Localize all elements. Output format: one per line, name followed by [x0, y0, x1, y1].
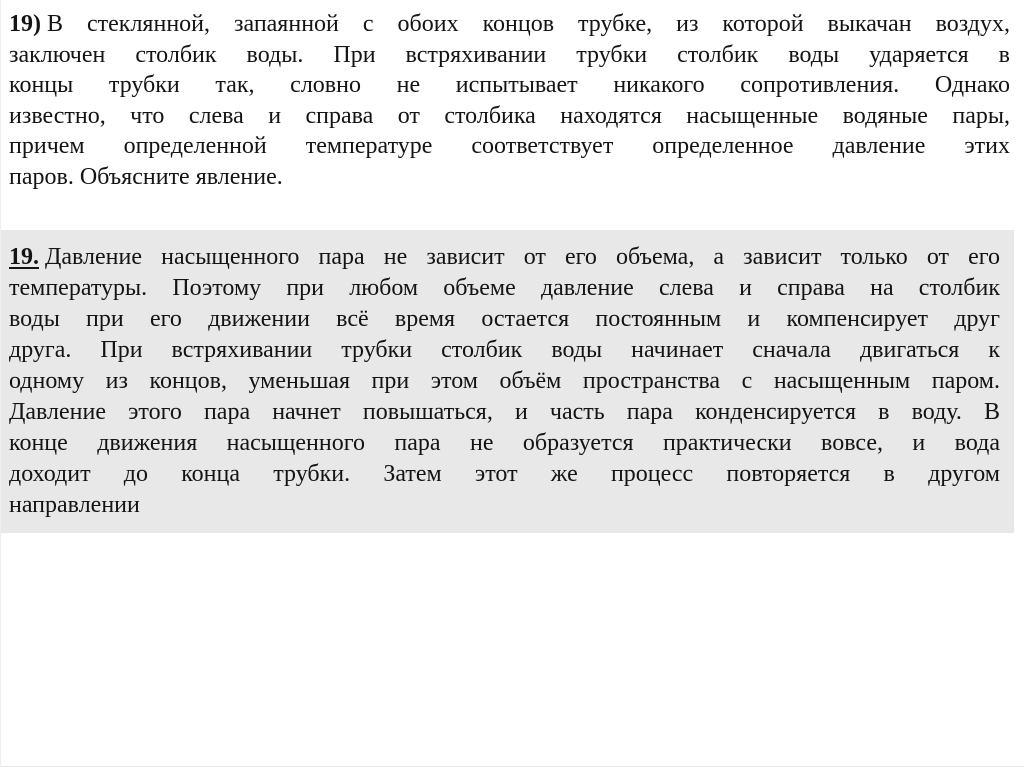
text-line: причем определенной температуре соответствует определенное давление этих [9, 133, 1010, 159]
text-line: воды при его движении всё время остается постоянным и компенсирует друг [9, 306, 1000, 332]
text-line: доходит до конца трубки. Затем этот же процесс повторяется в другом [9, 461, 1000, 487]
text-line: заключен столбик воды. При встряхивании трубки столбик воды ударяется в [9, 41, 1010, 68]
text-line: температуры. Поэтому при любом объеме давление слева и справа на столбик [9, 275, 1000, 301]
text-line: направлении [9, 492, 140, 518]
item-number: 19) [9, 11, 41, 37]
text-line: концы трубки так, словно не испытывает никакого сопротивления. Однако [9, 72, 1010, 98]
text-line: Давление этого пара начнет повышаться, и часть пара конденсируется в воду. В [9, 399, 1000, 425]
item-number: 19. [9, 244, 39, 270]
text-line: друга. При встряхивании трубки столбик воды начинает сначала двигаться к [9, 337, 1000, 363]
text-line: конце движения насыщенного пара не образуется практически вовсе, и вода [9, 430, 1000, 456]
text-line: 19) В стеклянной, запаянной с обоих концов трубке, из которой выкачан воздух, [9, 11, 1010, 37]
text-line: 19. Давление насыщенного пара не зависит от его объема, а зависит только от его [9, 244, 1000, 270]
question-block [9, 0, 1010, 192]
text-line: паров. Объясните явление. [9, 163, 283, 190]
text-line: известно, что слева и справа от столбика находятся насыщенные водяные пары, [9, 102, 1010, 129]
answer-block [1, 230, 1014, 533]
text-line: одному из концов, уменьшая при этом объём пространства с насыщенным паром. [9, 368, 1000, 394]
